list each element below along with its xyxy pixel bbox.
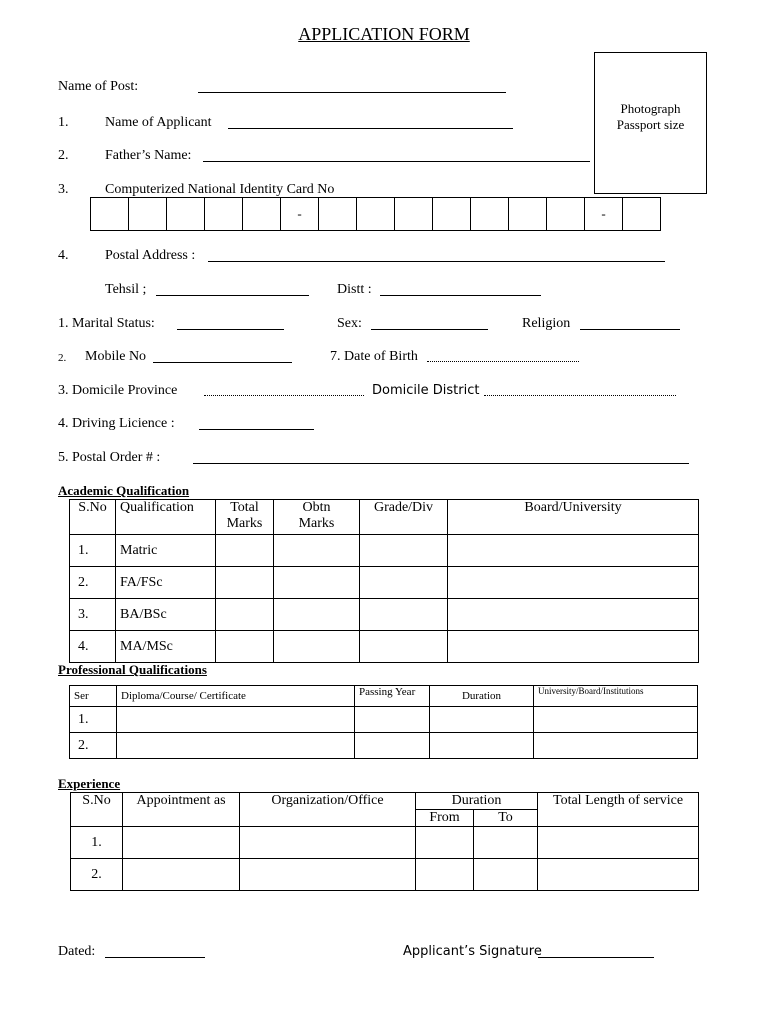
- cell-input[interactable]: [216, 631, 274, 663]
- cnic-separator: -: [585, 198, 623, 231]
- col-duration: Duration: [416, 793, 538, 810]
- cell-input[interactable]: [123, 859, 240, 891]
- col-sno: S.No: [71, 793, 123, 827]
- domicile-province-label: 3. Domicile Province: [58, 383, 178, 398]
- cnic-digit[interactable]: [623, 198, 661, 231]
- row-ser: 2.: [70, 733, 117, 759]
- col-duration: Duration: [430, 686, 534, 707]
- father-label: Father’s Name:: [105, 148, 192, 163]
- row-sno: 2.: [71, 859, 123, 891]
- father-field[interactable]: [203, 148, 590, 162]
- cell-input[interactable]: [430, 733, 534, 759]
- cnic-digit[interactable]: [357, 198, 395, 231]
- cell-input[interactable]: [274, 631, 360, 663]
- cell-input[interactable]: [240, 859, 416, 891]
- post-label: Name of Post:: [58, 79, 139, 94]
- cnic-digit[interactable]: [91, 198, 129, 231]
- col-qualification: Qualification: [116, 500, 216, 535]
- cell-input[interactable]: [534, 733, 698, 759]
- sex-label: Sex:: [337, 316, 362, 331]
- item-number: 1.: [58, 115, 69, 130]
- post-field[interactable]: [198, 79, 506, 93]
- cnic-digit[interactable]: [129, 198, 167, 231]
- cell-input[interactable]: [355, 733, 430, 759]
- cnic-digit[interactable]: [395, 198, 433, 231]
- tehsil-field[interactable]: [156, 282, 309, 296]
- row-ser: 1.: [70, 707, 117, 733]
- cell-input[interactable]: [117, 707, 355, 733]
- col-from: From: [416, 810, 474, 827]
- signature-label: Applicant’s Signature: [403, 944, 542, 959]
- religion-field[interactable]: [580, 316, 680, 330]
- cell-input[interactable]: [360, 567, 448, 599]
- cell-input[interactable]: [448, 631, 699, 663]
- item-number: 4.: [58, 248, 69, 263]
- cell-input[interactable]: [538, 859, 699, 891]
- col-university: University/Board/Institutions: [534, 686, 698, 707]
- cell-input[interactable]: [274, 567, 360, 599]
- dated-field[interactable]: [105, 944, 205, 958]
- driving-label: 4. Driving Licience :: [58, 416, 175, 431]
- applicant-field[interactable]: [228, 115, 513, 129]
- cell-input[interactable]: [416, 859, 474, 891]
- academic-table: [69, 499, 699, 663]
- col-organization: Organization/Office: [240, 793, 416, 827]
- dob-label: 7. Date of Birth: [330, 349, 418, 364]
- row-sno: 3.: [70, 599, 116, 631]
- signature-field[interactable]: [538, 944, 654, 958]
- cell-input[interactable]: [274, 535, 360, 567]
- cell-input[interactable]: [216, 535, 274, 567]
- domicile-province-field[interactable]: [204, 384, 364, 396]
- cell-input[interactable]: [448, 535, 699, 567]
- col-passing-year: Passing Year: [355, 686, 430, 707]
- cell-input[interactable]: [355, 707, 430, 733]
- religion-label: Religion: [522, 316, 571, 331]
- row-qualification: MA/MSc: [116, 631, 216, 663]
- postal-order-field[interactable]: [193, 450, 689, 464]
- cnic-boxes: [90, 197, 661, 231]
- marital-field[interactable]: [177, 316, 284, 330]
- cell-input[interactable]: [360, 535, 448, 567]
- col-obtn-label: Obtn: [302, 500, 331, 515]
- cell-input[interactable]: [360, 631, 448, 663]
- cell-input[interactable]: [216, 599, 274, 631]
- row-qualification: BA/BSc: [116, 599, 216, 631]
- col-obtn-sub: Marks: [298, 516, 335, 531]
- cell-input[interactable]: [416, 827, 474, 859]
- dated-label: Dated:: [58, 944, 96, 959]
- col-total-sub: Marks: [226, 516, 263, 531]
- mobile-label: Mobile No: [85, 349, 147, 364]
- cnic-digit[interactable]: [205, 198, 243, 231]
- table-row: [70, 535, 699, 567]
- photo-size-label: Passport size: [616, 117, 685, 132]
- col-obtn-marks: [274, 500, 360, 535]
- row-sno: 2.: [70, 567, 116, 599]
- col-grade: Grade/Div: [360, 500, 448, 535]
- domicile-district-label: Domicile District: [372, 383, 480, 398]
- sex-field[interactable]: [371, 316, 488, 330]
- cell-input[interactable]: [474, 827, 538, 859]
- cnic-digit[interactable]: [509, 198, 547, 231]
- item-number: 2.: [58, 148, 69, 163]
- col-total-length: Total Length of service: [538, 793, 699, 827]
- col-diploma: Diploma/Course/ Certificate: [117, 686, 355, 707]
- cnic-digit[interactable]: [167, 198, 205, 231]
- experience-heading: Experience: [58, 776, 121, 791]
- cnic-digit[interactable]: [319, 198, 357, 231]
- row-qualification: Matric: [116, 535, 216, 567]
- row-qualification: FA/FSc: [116, 567, 216, 599]
- col-appointment: Appointment as: [123, 793, 240, 827]
- col-total-marks: [216, 500, 274, 535]
- domicile-district-field[interactable]: [484, 384, 676, 396]
- cnic-digit[interactable]: [471, 198, 509, 231]
- col-board: Board/University: [448, 500, 699, 535]
- col-ser: Ser: [70, 686, 117, 707]
- distt-field[interactable]: [380, 282, 541, 296]
- dob-field[interactable]: [427, 350, 579, 362]
- distt-label: Distt :: [337, 282, 372, 297]
- academic-heading: Academic Qualification: [58, 483, 190, 498]
- cell-input[interactable]: [430, 707, 534, 733]
- cell-input[interactable]: [448, 567, 699, 599]
- professional-table: [69, 685, 698, 759]
- tehsil-label: Tehsil ;: [105, 282, 147, 297]
- cell-input[interactable]: [216, 567, 274, 599]
- experience-table: [70, 792, 699, 891]
- cnic-digit[interactable]: [433, 198, 471, 231]
- cell-input[interactable]: [117, 733, 355, 759]
- cnic-label: Computerized National Identity Card No: [105, 182, 335, 197]
- form-title: APPLICATION FORM: [298, 24, 470, 44]
- photo-label: Photograph: [620, 101, 681, 116]
- professional-heading: Professional Qualifications: [58, 662, 207, 677]
- cell-input[interactable]: [240, 827, 416, 859]
- item-number: 3.: [58, 182, 69, 197]
- col-sno: S.No: [70, 500, 116, 535]
- row-sno: 1.: [70, 535, 116, 567]
- cell-input[interactable]: [534, 707, 698, 733]
- cnic-digit[interactable]: [547, 198, 585, 231]
- postal-order-label: 5. Postal Order # :: [58, 450, 161, 465]
- cell-input[interactable]: [448, 599, 699, 631]
- mobile-field[interactable]: [153, 349, 292, 363]
- postal-address-label: Postal Address :: [105, 248, 196, 263]
- photo-box: [594, 52, 707, 194]
- col-total-label: Total: [230, 500, 259, 515]
- table-row: [70, 631, 699, 663]
- row-sno: 1.: [71, 827, 123, 859]
- table-row: [70, 599, 699, 631]
- cnic-separator: -: [281, 198, 319, 231]
- table-row: [70, 733, 698, 759]
- applicant-label: Name of Applicant: [105, 115, 212, 130]
- cnic-digit[interactable]: [243, 198, 281, 231]
- cell-input[interactable]: [274, 599, 360, 631]
- item-number: 2.: [58, 352, 67, 364]
- row-sno: 4.: [70, 631, 116, 663]
- table-row: [71, 827, 699, 859]
- col-to: To: [474, 810, 538, 827]
- cell-input[interactable]: [123, 827, 240, 859]
- cell-input[interactable]: [360, 599, 448, 631]
- table-row: [70, 567, 699, 599]
- postal-address-field[interactable]: [208, 248, 665, 262]
- table-row: [71, 859, 699, 891]
- cell-input[interactable]: [538, 827, 699, 859]
- driving-field[interactable]: [199, 416, 314, 430]
- table-row: [70, 707, 698, 733]
- cell-input[interactable]: [474, 859, 538, 891]
- marital-label: 1. Marital Status:: [58, 316, 155, 331]
